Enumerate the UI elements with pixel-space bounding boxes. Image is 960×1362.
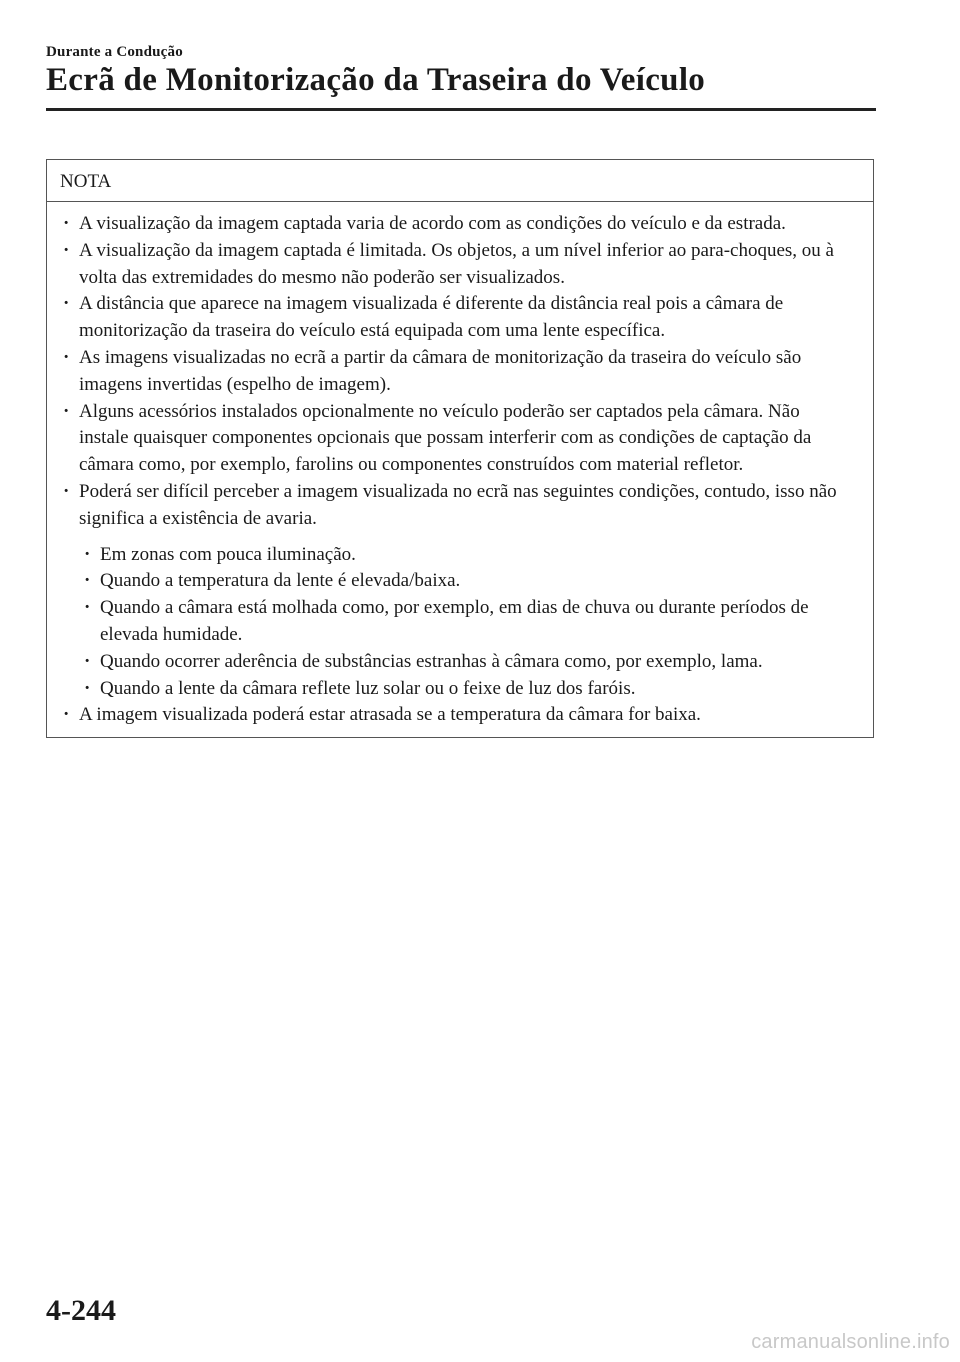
note-sub-item-text: Quando a câmara está molhada como, por exemplo, em dias de chuva ou durante períodos de elevada humidade. [100, 597, 809, 645]
page-number: 4-244 [46, 1294, 116, 1327]
bullet-dot: · [84, 677, 91, 699]
note-item-text: Alguns acessórios instalados opcionalmente no veículo poderão ser captados pela câmara. Não instale quaisquer componentes opcionais que possam interferir com as condições de captação da câmara como, por exemplo, farolins ou componentes construídos com material refletor. [79, 400, 812, 476]
bullet-dot: · [63, 239, 70, 261]
section-label: Durante a Condução [46, 44, 183, 60]
note-sub-item [60, 649, 853, 676]
note-item [60, 479, 853, 533]
note-item [60, 702, 853, 729]
note-box [46, 159, 874, 738]
note-body [47, 202, 873, 737]
bullet-dot: · [63, 704, 70, 726]
note-item-text: A distância que aparece na imagem visualizada é diferente da distância real pois a câmara de monitorização da traseira do veículo está equipada com uma lente específica. [79, 293, 784, 342]
note-item [60, 291, 853, 345]
note-item-text: A imagem visualizada poderá estar atrasada se a temperatura da câmara for baixa. [79, 704, 701, 726]
note-sub-item [60, 595, 853, 649]
note-sub-item [60, 676, 853, 703]
note-item [60, 238, 853, 292]
note-sub-item-text: Em zonas com pouca iluminação. [100, 543, 356, 565]
bullet-dot: · [63, 293, 70, 315]
watermark: carmanualsonline.info [751, 1331, 950, 1353]
note-sub-item-text: Quando ocorrer aderência de substâncias estranhas à câmara como, por exemplo, lama. [100, 650, 763, 672]
note-item-text: A visualização da imagem captada varia de acordo com as condições do veículo e da estrada. [79, 213, 786, 234]
note-item [60, 211, 853, 238]
bullet-dot: · [63, 213, 70, 234]
bullet-dot: · [84, 570, 91, 592]
bullet-dot: · [84, 543, 91, 565]
title-rule [46, 108, 876, 111]
note-item-text: As imagens visualizadas no ecrã a partir da câmara de monitorização da traseira do veículo são imagens invertidas (espelho de imagem). [79, 346, 802, 395]
bullet-dot: · [63, 400, 70, 422]
note-sub-item [60, 542, 853, 569]
note-sub-item-text: Quando a lente da câmara reflete luz solar ou o feixe de luz dos faróis. [100, 677, 636, 699]
note-item [60, 345, 853, 399]
note-heading: NOTA [47, 160, 873, 202]
note-item [60, 399, 853, 479]
bullet-dot: · [84, 650, 91, 672]
bullet-dot: · [63, 346, 70, 368]
bullet-dot: · [84, 597, 91, 619]
note-item-text: A visualização da imagem captada é limitada. Os objetos, a um nível inferior ao para-choques, ou à volta das extremidades do mesmo não poderão ser visualizados. [79, 239, 834, 288]
note-item-text: Poderá ser difícil perceber a imagem visualizada no ecrã nas seguintes condições, contudo, isso não significa a existência de avaria. [79, 480, 837, 529]
page-title: Ecrã de Monitorização da Traseira do Veículo [46, 62, 706, 98]
bullet-dot: · [63, 480, 70, 502]
sub-list [60, 542, 853, 703]
note-sub-item [60, 568, 853, 595]
note-sub-item-text: Quando a temperatura da lente é elevada/baixa. [100, 570, 461, 592]
